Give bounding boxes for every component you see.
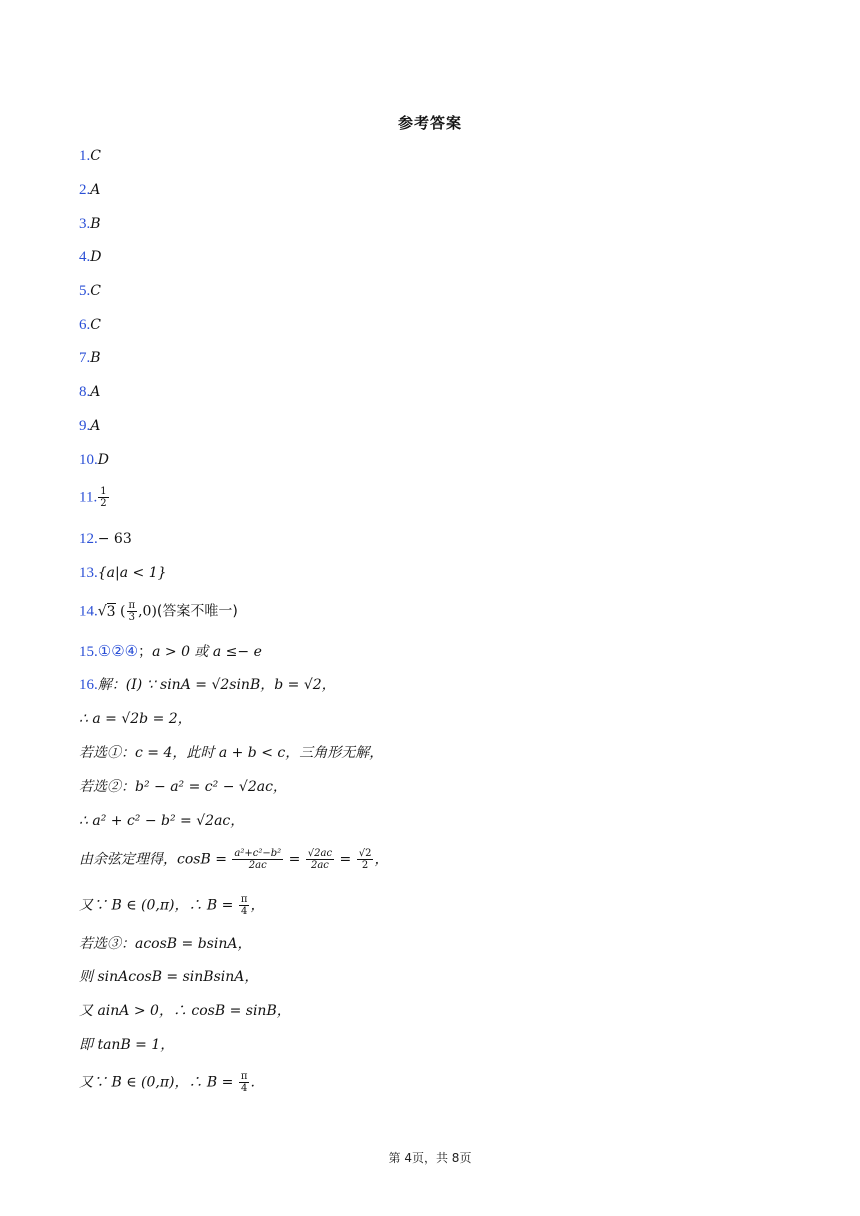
question-number: 6. [79,317,91,333]
choice-marks: ①②④ [97,644,139,660]
answer-15: 15.①②④；a > 0 或 a ≤− e [79,644,262,660]
answer-2 [79,180,100,200]
answer-value: C [90,283,101,299]
fraction: $\frac{\pi}{3}$ [128,600,136,623]
sqrt-sign: √ [238,779,248,795]
answer-5 [79,281,101,301]
question-number: 12. [79,531,98,547]
solution-line-7: 又∵ B ∈ (0,π)，∴ B = $\frac{\pi}{4}$ ， [79,894,265,917]
sqrt-sign: √ [303,677,313,693]
solution-line-11: 即 tanB = 1， [79,1037,175,1053]
answer-12 [79,529,132,549]
answer-value: C [90,148,101,164]
sqrt-sign: √ [121,711,131,727]
answer-4 [79,247,101,267]
answer-3 [79,214,101,234]
solution-line-8: 若选③：acosB = bsinA， [79,936,252,952]
solution-line-10: 又 ainA > 0，∴ cosB = sinB， [79,1003,291,1019]
question-number: 14. [79,603,98,620]
solution-line-4: 若选②：b² − a² = c² − √2ac， [79,779,287,795]
question-number: 16. [79,677,98,693]
question-number: 11. [79,489,98,506]
answer-value: B [90,216,101,232]
fraction: $\frac{\pi}{4}$ [240,894,248,917]
question-number: 5. [79,283,91,299]
answer-7 [79,348,101,368]
question-number: 7. [79,350,91,366]
solution-line-6: 由余弦定理得，cosB = $\frac{\text{a²+c²−b²}}{2ac}$ = $\frac{√2ac}{2ac}$ = $\frac{√2}{2}$ ， [79,848,389,871]
answer-value: A [90,182,101,198]
answer-14: 14.√3 ( $\frac{\pi}{3}$ ,0)(答案不唯一) [79,600,238,623]
solution-line-2: ∴ a = √2b = 2， [79,711,192,727]
answer-value: A [90,418,101,434]
answer-6 [79,315,101,335]
answer-value: C [90,317,101,333]
answer-value: B [90,350,101,366]
question-number: 15. [79,644,98,660]
fraction: $\frac{\pi}{4}$ [240,1071,248,1094]
question-number: 10. [79,452,98,468]
answer-9 [79,416,100,436]
solution-line-1: 16.解：(Ⅰ) ∵ sinA = √2sinB，b = √2， [79,677,336,693]
fraction: $\frac{√2}{2}$ [358,848,372,871]
answer-value: D [90,249,102,265]
answer-value: − 63 [97,531,132,547]
question-number: 8. [79,384,91,400]
fraction: $\frac{1}{2}$ [100,486,107,509]
sqrt-sign: √ [196,813,206,829]
answer-13 [79,563,167,583]
page-title: 参考答案 [397,114,462,132]
question-number: 1. [79,148,91,164]
answer-1 [79,146,101,166]
question-number: 9. [79,418,91,434]
page-footer: 第 4页，共 8页 [388,1151,472,1165]
question-number: 2. [79,182,91,198]
question-number: 3. [79,216,91,232]
question-number: 4. [79,249,91,265]
sqrt-sign: √ [358,848,366,859]
sqrt-sign: √ [211,677,221,693]
question-number: 13. [79,565,98,581]
answer-value: D [97,452,109,468]
answer-11 [79,486,110,509]
solution-line-3: 若选①：c = 4，此时 a + b < c，三角形无解， [79,745,384,761]
sqrt-sign: √ [97,603,107,620]
answer-value: {a|a < 1} [97,565,167,581]
solution-line-9: 则 sinAcosB = sinBsinA， [79,969,259,985]
answer-8 [79,382,100,402]
fraction: $\frac{√2ac}{2ac}$ [307,848,333,871]
solution-line-12: 又∵ B ∈ (0,π)，∴ B = $\frac{\pi}{4}$ . [79,1071,255,1094]
solution-line-5: ∴ a² + c² − b² = √2ac， [79,813,245,829]
answer-10 [79,450,109,470]
sqrt-sign: √ [307,848,315,859]
answer-value: A [90,384,101,400]
fraction: $\frac{\text{a²+c²−b²}}{2ac}$ [234,848,282,871]
